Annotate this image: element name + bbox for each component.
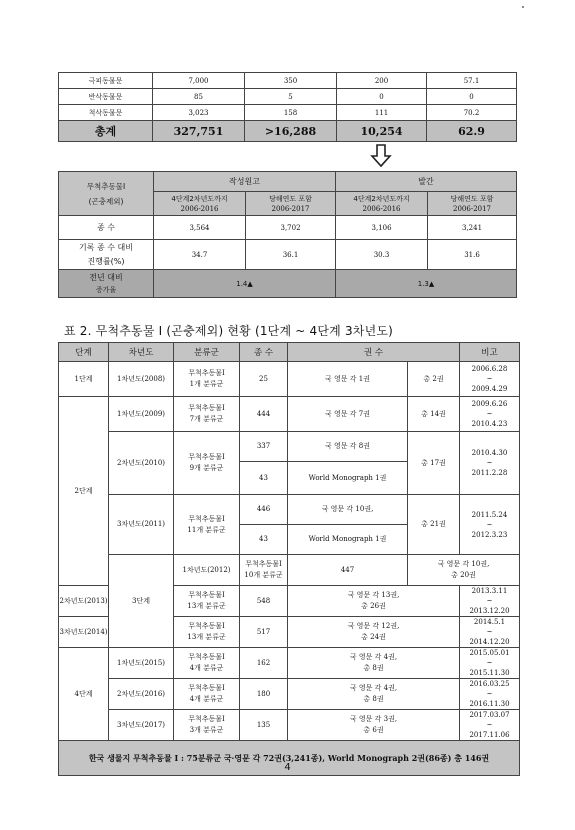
total-label: 총계 <box>59 121 153 142</box>
group-cell <box>174 495 240 555</box>
books-line: 총 8권 <box>363 695 384 703</box>
cell: 62.9 <box>427 121 517 142</box>
table-row <box>59 397 520 432</box>
date-start: 2010.4.30 <box>471 449 508 457</box>
date-end: 2009.4.29 <box>471 385 508 393</box>
date-tilde: ~ <box>486 721 493 729</box>
group-cell <box>174 432 240 495</box>
cell: 0 <box>427 89 517 105</box>
label-line: 증가율 <box>95 285 117 294</box>
col-until-header <box>154 192 246 216</box>
date-start: 2015.05.01 <box>469 649 510 657</box>
books-line: 국 영문 각 13권, <box>347 591 400 599</box>
title-line: (곤충제외) <box>88 196 124 206</box>
cell: 36.1 <box>246 240 336 270</box>
cell: 158 <box>245 105 337 121</box>
date-start: 2006.6.28 <box>471 365 508 373</box>
stage-cell: 1단계 <box>59 362 109 397</box>
year-cell: 2차년도(2016) <box>109 679 174 710</box>
page-number: 4 <box>284 762 291 773</box>
books-cell <box>288 679 460 710</box>
group-line: 무척추동물I <box>245 560 282 568</box>
group-line: 무척추동물I <box>188 622 225 630</box>
books-total: 총 14권 <box>408 397 460 432</box>
stage-cell: 2단계 <box>59 397 109 586</box>
date-end: 2016.11.30 <box>469 700 510 708</box>
col-incl-header <box>428 192 517 216</box>
year-cell: 3차년도(2011) <box>109 495 174 555</box>
date-tilde: ~ <box>486 659 493 667</box>
row-label <box>59 240 154 270</box>
date-end: 2010.4.23 <box>471 420 508 428</box>
cell: 0 <box>337 89 427 105</box>
books-line: 국 영문 각 10권, <box>437 560 490 568</box>
group-cell <box>174 617 240 648</box>
books-cell: 국 영문 각 7권 <box>288 397 408 432</box>
books-cell: World Monograph 1권 <box>288 462 408 495</box>
table-row <box>59 73 517 89</box>
group-line: 무척추동물I <box>188 591 225 599</box>
books-cell <box>288 648 460 679</box>
date-tilde: ~ <box>486 410 493 418</box>
header-stage: 단계 <box>59 343 109 362</box>
date-cell <box>460 617 520 648</box>
species-cell: 444 <box>240 397 288 432</box>
date-end: 2012.3.23 <box>471 530 508 539</box>
group-line: 13개 분류군 <box>187 602 226 610</box>
date-end: 2015.11.30 <box>469 669 510 677</box>
group-writing-header: 작성원고 <box>154 172 336 192</box>
table-row <box>59 216 517 240</box>
cell: 111 <box>337 105 427 121</box>
cell: 70.2 <box>427 105 517 121</box>
table-row <box>59 362 520 397</box>
header-text: 당해연도 포함 <box>269 194 312 203</box>
cell: 3,241 <box>428 216 517 240</box>
table-row <box>59 105 517 121</box>
group-cell <box>174 648 240 679</box>
table-row <box>59 679 520 710</box>
books-line: 국 영문 각 12권, <box>347 622 400 630</box>
species-cell: 135 <box>240 710 288 741</box>
table-row <box>59 89 517 105</box>
cell: 327,751 <box>153 121 245 142</box>
cell: 200 <box>337 73 427 89</box>
group-line: 무척추동물I <box>188 369 225 377</box>
cell: 350 <box>245 73 337 89</box>
date-tilde: ~ <box>486 459 493 467</box>
date-start: 2013.3.11 <box>471 587 508 595</box>
header-years: 2006-2017 <box>453 204 492 213</box>
group-line: 4개 분류군 <box>189 664 224 672</box>
species-cell: 180 <box>240 679 288 710</box>
books-cell: 국 영문 각 8권 <box>288 432 408 462</box>
group-cell <box>240 555 288 586</box>
books-total: 총 17권 <box>408 432 460 495</box>
group-line: 7개 분류군 <box>189 415 224 423</box>
species-cell: 337 <box>240 432 288 462</box>
group-line: 1개 분류군 <box>189 380 224 388</box>
col-until-header <box>336 192 428 216</box>
date-cell <box>460 495 520 555</box>
header-row <box>59 343 520 362</box>
books-line: 총 20권 <box>451 571 476 579</box>
stage-cell: 4단계 <box>59 648 109 741</box>
title-line: 무척추동물I <box>86 181 126 191</box>
species-cell: 43 <box>240 525 288 555</box>
date-cell <box>460 648 520 679</box>
date-tilde: ~ <box>486 690 493 698</box>
species-cell: 447 <box>288 555 408 586</box>
year-cell: 2차년도(2013) <box>59 586 109 617</box>
header-text: 4단계2차년도까지 <box>353 194 410 203</box>
phylum-name: 척삭동물문 <box>59 105 153 121</box>
books-line: 국 영문 각 4권, <box>349 684 398 692</box>
date-cell <box>460 397 520 432</box>
group-line: 3개 분류군 <box>189 726 224 734</box>
books-line: 총 24권 <box>361 633 386 641</box>
row-label <box>59 270 154 298</box>
header-group: 분류군 <box>174 343 240 362</box>
label-line: 기록 종 수 대비 <box>79 242 133 252</box>
group-cell <box>174 397 240 432</box>
progress-table <box>58 171 517 298</box>
group-line: 9개 분류군 <box>189 464 224 472</box>
down-arrow-icon <box>370 144 392 168</box>
date-tilde: ~ <box>486 520 493 529</box>
books-line: 총 26권 <box>361 602 386 610</box>
header-species: 종 수 <box>240 343 288 362</box>
growth-publish: 1.3▲ <box>336 270 517 298</box>
group-cell <box>174 679 240 710</box>
books-line: 총 6권 <box>363 726 384 734</box>
year-cell: 2차년도(2010) <box>109 432 174 495</box>
total-row <box>59 121 517 142</box>
status-table <box>58 342 520 776</box>
books-cell: 국 영문 각 1권 <box>288 362 408 397</box>
header-years: 2006-2017 <box>271 204 310 213</box>
species-cell: 43 <box>240 462 288 495</box>
cell: 3,564 <box>154 216 246 240</box>
header-text: 4단계2차년도까지 <box>171 194 228 203</box>
group-cell <box>174 586 240 617</box>
group-line: 무척추동물I <box>188 715 225 723</box>
books-cell: World Monograph 1권 <box>288 525 408 555</box>
date-start: 2009.6.26 <box>471 400 508 408</box>
phylum-name: 극피동물문 <box>59 73 153 89</box>
date-end: 2014.12.20 <box>469 638 510 646</box>
cell: 3,702 <box>246 216 336 240</box>
group-line: 10개 분류군 <box>244 571 283 579</box>
year-cell: 1차년도(2008) <box>109 362 174 397</box>
label-line: 전년 대비 <box>89 272 123 282</box>
group-cell <box>174 362 240 397</box>
table-row <box>59 432 520 462</box>
year-cell: 3차년도(2014) <box>59 617 109 648</box>
books-line: 국 영문 각 3권, <box>349 715 398 723</box>
date-start: 2016.03.25 <box>469 680 510 688</box>
table-row <box>59 240 517 270</box>
table-row <box>59 270 517 298</box>
header-year: 차년도 <box>109 343 174 362</box>
cell: 30.3 <box>336 240 428 270</box>
books-total: 총 2권 <box>408 362 460 397</box>
table-row <box>59 648 520 679</box>
date-end: 2011.2.28 <box>471 469 508 477</box>
date-tilde: ~ <box>486 375 493 383</box>
cell: 34.7 <box>154 240 246 270</box>
cell: >16,288 <box>245 121 337 142</box>
date-end: 2017.11.06 <box>469 731 510 739</box>
group-line: 11개 분류군 <box>187 525 226 534</box>
header-years: 2006-2016 <box>180 204 219 213</box>
cell: 3,023 <box>153 105 245 121</box>
date-cell <box>460 362 520 397</box>
species-cell: 548 <box>240 586 288 617</box>
growth-writing: 1.4▲ <box>154 270 336 298</box>
col-incl-header <box>246 192 336 216</box>
year-cell: 1차년도(2012) <box>174 555 240 586</box>
cell: 5 <box>245 89 337 105</box>
species-cell: 162 <box>240 648 288 679</box>
books-cell <box>288 710 460 741</box>
date-end: 2013.12.20 <box>469 607 510 615</box>
table-row <box>59 495 520 525</box>
summary-table <box>58 72 517 142</box>
books-cell <box>288 586 460 617</box>
group-line: 무척추동물I <box>188 653 225 661</box>
date-tilde: ~ <box>486 628 493 636</box>
year-cell: 1차년도(2015) <box>109 648 174 679</box>
cell: 31.6 <box>428 240 517 270</box>
cell: 57.1 <box>427 73 517 89</box>
group-line: 13개 분류군 <box>187 633 226 641</box>
date-cell <box>460 710 520 741</box>
date-cell <box>460 679 520 710</box>
books-line: 국 영문 각 4권, <box>349 653 398 661</box>
label-line: 진행률(%) <box>87 256 125 266</box>
books-cell <box>288 617 460 648</box>
progress-title <box>59 172 154 216</box>
species-cell: 517 <box>240 617 288 648</box>
table-row <box>59 555 520 586</box>
header-years: 2006-2016 <box>362 204 401 213</box>
header-books: 권 수 <box>288 343 460 362</box>
group-line: 무척추동물I <box>188 684 225 692</box>
grand-total: 한국 생물지 무척추동물 I : 75분류군 국·영문 각 72권(3,241종), World Monograph 2권(86종) 총 146권 <box>59 741 520 776</box>
date-cell <box>460 586 520 617</box>
table-caption: 표 2. 무척추동물 I (곤충제외) 현황 (1단계 ~ 4단계 3차년도) <box>64 324 394 338</box>
books-cell <box>408 555 520 586</box>
phylum-name: 반삭동물문 <box>59 89 153 105</box>
row-label: 종 수 <box>59 216 154 240</box>
group-line: 무척추동물I <box>188 514 225 523</box>
group-line: 4개 분류군 <box>189 695 224 703</box>
cell: 10,254 <box>337 121 427 142</box>
header-notes: 비고 <box>460 343 520 362</box>
date-cell <box>460 432 520 495</box>
stage-cell: 3단계 <box>109 555 174 648</box>
group-line: 무척추동물I <box>188 404 225 412</box>
year-cell: 3차년도(2017) <box>109 710 174 741</box>
group-cell <box>174 710 240 741</box>
species-cell: 446 <box>240 495 288 525</box>
table-row <box>59 710 520 741</box>
cell: 3,106 <box>336 216 428 240</box>
date-start: 2011.5.24 <box>471 510 508 519</box>
year-cell: 1차년도(2009) <box>109 397 174 432</box>
date-start: 2014.5.1 <box>473 618 506 626</box>
date-start: 2017.03.07 <box>469 711 510 719</box>
header-text: 당해연도 포함 <box>450 194 494 203</box>
scan-speck <box>522 6 524 8</box>
books-line: 총 8권 <box>363 664 384 672</box>
cell: 85 <box>153 89 245 105</box>
cell: 7,000 <box>153 73 245 89</box>
books-total: 총 21권 <box>408 495 460 555</box>
date-tilde: ~ <box>486 597 493 605</box>
table-row <box>59 172 517 192</box>
species-cell: 25 <box>240 362 288 397</box>
group-publish-header: 발간 <box>336 172 517 192</box>
books-cell: 국 영문 각 10권, <box>288 495 408 525</box>
group-line: 무척추동물I <box>188 453 225 461</box>
